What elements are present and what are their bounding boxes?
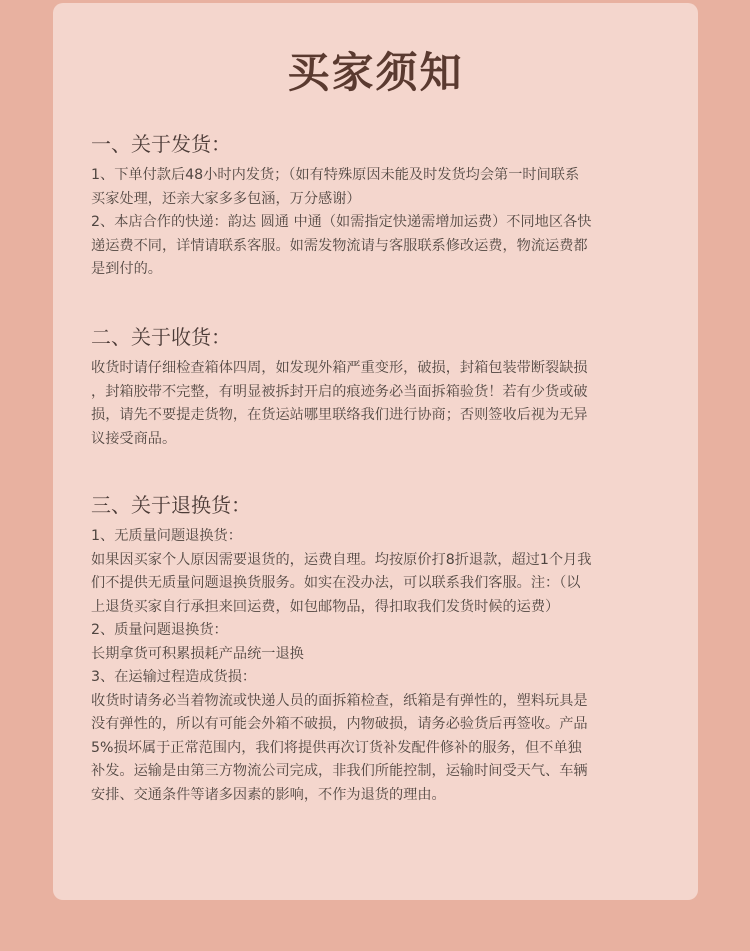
- section-returns: [91, 491, 666, 807]
- paragraph: 3、在运输过程造成货损：: [91, 669, 257, 685]
- paragraph: 收货时请务必当着物流或快递人员的面拆箱检查，纸箱是有弹性的，塑料玩具是 没有弹性的，所以有可能会外箱不破损，内物破损，请务必验货后再签收。产品 5%损坏属于正常范围内，我们将提供再次订货补发配件修补的服务，但不单独 补发。运输是由第三方物流公司完成，非我们所能控制，运输时间受天气、车辆 安排、交通条件等诸多因素的影响，不作为退货的理由。: [91, 692, 588, 803]
- paragraph: 1、下单付款后48小时内发货；（如有特殊原因未能及时发货均会第一时间联系 买家处理，还亲大家多多包涵，万分感谢）: [91, 167, 580, 207]
- section-receiving: [91, 323, 666, 451]
- paragraph: 1、无质量问题退换货：: [91, 528, 242, 544]
- paragraph: 2、本店合作的快递：韵达 圆通 中通（如需指定快递需增加运费）不同地区各快 递运费不同，详情请联系客服。如需发物流请与客服联系修改运费，物流运费都 是到付的。: [91, 214, 592, 277]
- section-body: [91, 357, 666, 451]
- notice-card: [53, 3, 698, 900]
- section-shipping: [91, 130, 666, 282]
- section-body: [91, 164, 666, 282]
- section-heading: 二、关于收货：: [91, 325, 231, 349]
- section-heading: 一、关于发货：: [91, 132, 231, 156]
- section-heading: 三、关于退换货：: [91, 493, 251, 517]
- paragraph: 如果因买家个人原因需要退货的，运费自理。均按原价打8折退款，超过1个月我 们不提供无质量问题退换货服务。如实在没办法，可以联系我们客服。注：（以 上退货买家自行承担来回运费，如包邮物品，得扣取我们发货时候的运费）: [91, 551, 592, 615]
- paragraph: 2、质量问题退换货：: [91, 622, 228, 638]
- paragraph: 长期拿货可积累损耗产品统一退换: [91, 645, 304, 662]
- paragraph: 收货时请仔细检查箱体四周，如发现外箱严重变形，破损，封箱包装带断裂缺损 ，封箱胶带不完整，有明显被拆封开启的痕迹务必当面拆箱验货！若有少货或破 损，请先不要提走货物，在货运站哪里联络我们进行协商；否则签收后视为无异 议接受商品。: [91, 360, 588, 447]
- page-title: 买家须知: [287, 48, 464, 97]
- section-body: [91, 525, 666, 807]
